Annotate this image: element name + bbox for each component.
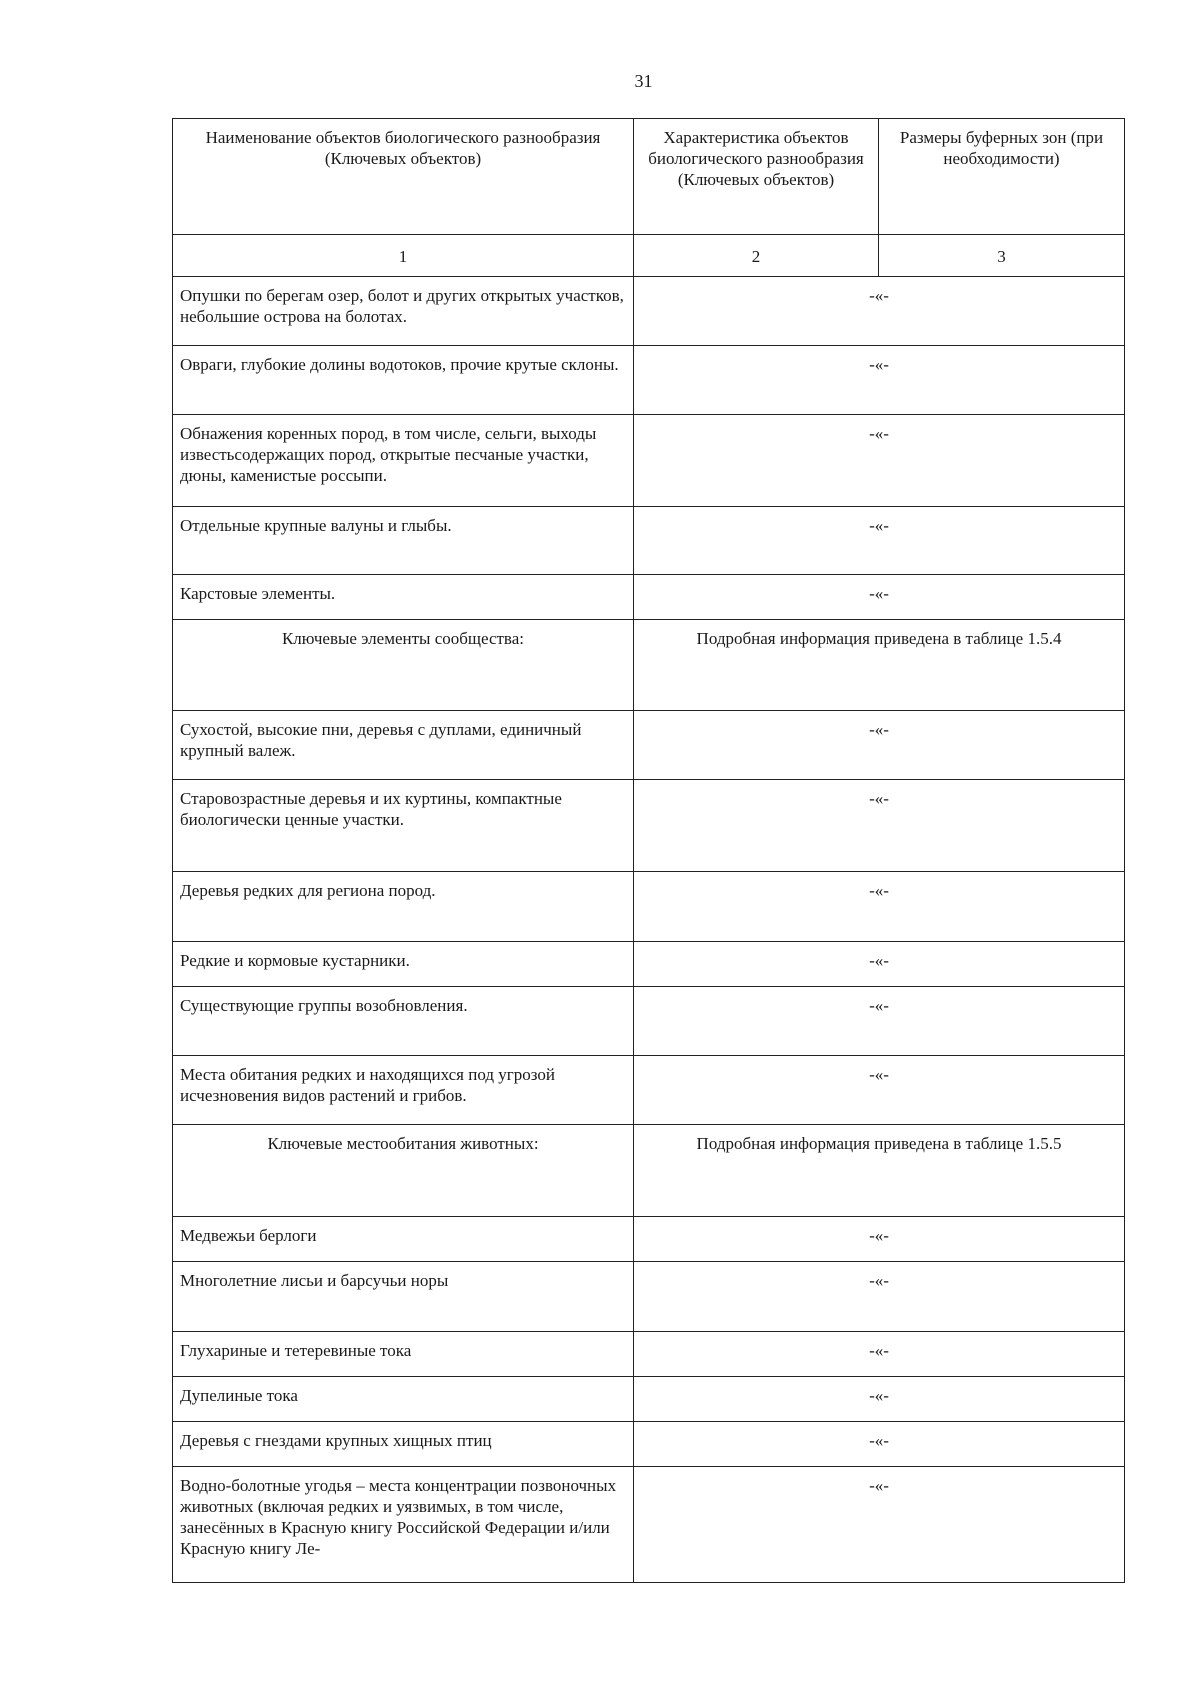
table-row	[173, 507, 1125, 575]
row-characteristics: -«-	[634, 711, 1125, 780]
row-characteristics: -«-	[634, 1467, 1125, 1583]
column-number-row	[173, 235, 1125, 277]
table-row	[173, 1422, 1125, 1467]
biodiversity-objects-table	[172, 118, 1125, 1583]
table-row	[173, 1262, 1125, 1332]
header-object-characteristics: Характеристика объектов биологического разнообразия (Ключевых объектов)	[634, 119, 879, 235]
row-object-name: Отдельные крупные валуны и глыбы.	[173, 507, 634, 575]
column-number-3: 3	[879, 235, 1125, 277]
row-object-name: Сухостой, высокие пни, деревья с дуплами, единичный крупный валеж.	[173, 711, 634, 780]
section-info: Подробная информация приведена в таблице 1.5.5	[634, 1125, 1125, 1217]
table-row	[173, 1332, 1125, 1377]
row-object-name: Медвежьи берлоги	[173, 1217, 634, 1262]
row-characteristics: -«-	[634, 1056, 1125, 1125]
row-characteristics: -«-	[634, 942, 1125, 987]
table-row	[173, 1377, 1125, 1422]
row-object-name: Существующие группы возобновления.	[173, 987, 634, 1056]
row-object-name: Деревья с гнездами крупных хищных птиц	[173, 1422, 634, 1467]
header-buffer-zone-size: Размеры буферных зон (при необходимости)	[879, 119, 1125, 235]
row-object-name: Старовозрастные деревья и их куртины, компактные биологически ценные участки.	[173, 780, 634, 872]
row-characteristics: -«-	[634, 1217, 1125, 1262]
table-row	[173, 987, 1125, 1056]
column-number-1: 1	[173, 235, 634, 277]
row-object-name: Карстовые элементы.	[173, 575, 634, 620]
table-row	[173, 415, 1125, 507]
section-row-animal-habitats	[173, 1125, 1125, 1217]
row-object-name: Водно-болотные угодья – места концентрации позвоночных животных (включая редких и уязвимых, в том числе, занесённых в Красную книгу Российской Федерации и/или Красную книгу Ле-	[173, 1467, 634, 1583]
table-row	[173, 872, 1125, 942]
row-characteristics: -«-	[634, 1262, 1125, 1332]
row-characteristics: -«-	[634, 1332, 1125, 1377]
table-row	[173, 1056, 1125, 1125]
row-characteristics: -«-	[634, 415, 1125, 507]
table-header-row	[173, 119, 1125, 235]
row-characteristics: -«-	[634, 1377, 1125, 1422]
table-row	[173, 277, 1125, 346]
row-object-name: Редкие и кормовые кустарники.	[173, 942, 634, 987]
table-row	[173, 575, 1125, 620]
row-object-name: Глухариные и тетеревиные тока	[173, 1332, 634, 1377]
column-number-2: 2	[634, 235, 879, 277]
row-characteristics: -«-	[634, 987, 1125, 1056]
table-row	[173, 942, 1125, 987]
section-row-community-elements	[173, 620, 1125, 711]
row-characteristics: -«-	[634, 277, 1125, 346]
row-object-name: Места обитания редких и находящихся под угрозой исчезновения видов растений и грибов.	[173, 1056, 634, 1125]
row-characteristics: -«-	[634, 872, 1125, 942]
row-characteristics: -«-	[634, 346, 1125, 415]
row-characteristics: -«-	[634, 507, 1125, 575]
row-object-name: Обнажения коренных пород, в том числе, сельги, выходы известьсодержащих пород, открытые песчаные участки, дюны, каменистые россыпи.	[173, 415, 634, 507]
row-characteristics: -«-	[634, 780, 1125, 872]
row-object-name: Дупелиные тока	[173, 1377, 634, 1422]
table-row	[173, 711, 1125, 780]
section-title: Ключевые элементы сообщества:	[173, 620, 634, 711]
row-object-name: Многолетние лисьи и барсучьи норы	[173, 1262, 634, 1332]
table-row	[173, 1217, 1125, 1262]
row-characteristics: -«-	[634, 575, 1125, 620]
table-row	[173, 346, 1125, 415]
row-object-name: Опушки по берегам озер, болот и других открытых участков, небольшие острова на болотах.	[173, 277, 634, 346]
table-row	[173, 780, 1125, 872]
row-object-name: Овраги, глубокие долины водотоков, прочие крутые склоны.	[173, 346, 634, 415]
page-number: 31	[634, 71, 653, 91]
section-title: Ключевые местообитания животных:	[173, 1125, 634, 1217]
row-object-name: Деревья редких для региона пород.	[173, 872, 634, 942]
section-info: Подробная информация приведена в таблице 1.5.4	[634, 620, 1125, 711]
table-row	[173, 1467, 1125, 1583]
header-object-name: Наименование объектов биологического разнообразия (Ключевых объектов)	[173, 119, 634, 235]
row-characteristics: -«-	[634, 1422, 1125, 1467]
